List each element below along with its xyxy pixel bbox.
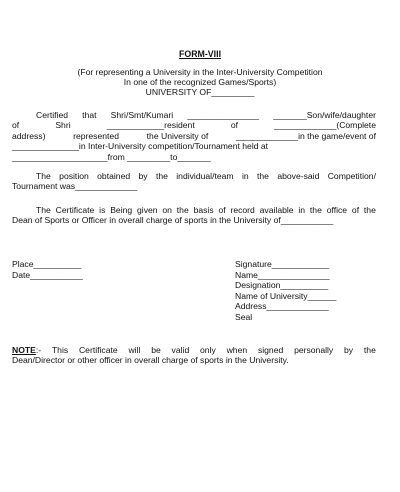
position-line-1	[12, 171, 376, 181]
cert-word: Shri	[55, 120, 71, 131]
position-word: position	[59, 171, 89, 181]
records-paragraph	[12, 205, 376, 226]
note-word: will	[128, 345, 141, 355]
records-word: on	[162, 205, 172, 215]
note-word: the	[363, 345, 376, 355]
position-word: by	[138, 171, 148, 181]
position-word: individual/team	[176, 171, 234, 181]
cert-word: _____________(Complete	[274, 120, 376, 131]
records-word: the	[176, 205, 189, 215]
place-date-block	[12, 259, 132, 280]
position-text: Tournament was_____________	[12, 181, 138, 192]
note-line-1	[12, 345, 376, 355]
university-name-field: Name of University______	[235, 290, 337, 301]
note-word: :-	[35, 345, 42, 355]
position-word: Competition/	[327, 171, 376, 181]
records-word: given	[137, 205, 158, 215]
records-text: Dean of Sports or Officer in overall charge of sports in the University of___________	[12, 215, 334, 226]
position-word: obtained	[97, 171, 131, 181]
note-word: by	[344, 345, 354, 355]
signature-field: Signature____________	[235, 259, 330, 269]
note-paragraph	[12, 345, 376, 366]
records-word: of	[351, 205, 360, 215]
records-word: the	[309, 205, 322, 215]
records-word: Being	[110, 205, 133, 215]
cert-word: _______________	[187, 110, 260, 120]
position-word: the	[155, 171, 168, 181]
records-word: The	[36, 205, 51, 215]
cert-text: ____________________from _________to_______	[12, 151, 211, 162]
note-line-2	[12, 355, 376, 365]
records-word: Certificate	[55, 205, 95, 215]
position-word: above-said	[277, 171, 320, 181]
cert-line-4	[12, 141, 376, 151]
cert-line-2	[12, 120, 376, 130]
form-title: FORM-VIII	[178, 49, 222, 59]
records-word: record	[230, 205, 255, 215]
signature-block	[235, 259, 385, 322]
note-word: valid	[171, 345, 190, 355]
date-field: Date___________	[12, 269, 83, 280]
subtitle-line-3: UNIVERSITY OF_________	[145, 87, 255, 98]
cert-word: address)	[12, 130, 46, 141]
position-word: the	[257, 171, 269, 181]
note-word: signed	[257, 345, 284, 355]
cert-word: _______Son/wife/daughter	[273, 110, 376, 120]
note-word: This	[51, 345, 69, 355]
cert-text: ______________in Inter-University competition/Tournament held at	[12, 141, 269, 152]
place-field: Place__________	[12, 259, 82, 269]
cert-line-1	[12, 110, 376, 120]
note-word: personally	[294, 345, 334, 355]
name-field: Name_______________	[235, 269, 330, 280]
cert-word: _____________in the game/event of	[235, 130, 376, 141]
position-line-2	[12, 181, 376, 191]
seal-field: Seal	[235, 311, 253, 322]
cert-word: represented	[73, 130, 119, 141]
cert-word: of	[12, 120, 20, 131]
position-word: in	[241, 171, 249, 181]
note-lead	[12, 345, 41, 355]
cert-word: of	[230, 120, 239, 131]
cert-word: Shri/Smt/Kumari	[110, 110, 174, 120]
designation-field: Designation__________	[235, 280, 329, 290]
records-word: basis	[193, 205, 214, 215]
subtitle-line-2: In one of the recognized Games/Sports)	[123, 77, 277, 88]
position-word: The	[36, 171, 51, 181]
note-label: NOTE	[12, 345, 36, 355]
form-subtitle	[0, 67, 400, 97]
records-word: office	[326, 205, 348, 215]
records-word: of	[218, 205, 226, 215]
address-field: Address_____________	[235, 301, 329, 311]
cert-word: that	[82, 110, 97, 120]
note-word: only	[200, 345, 216, 355]
records-word: available	[259, 205, 294, 215]
records-word: the	[363, 205, 376, 215]
note-word: be	[151, 345, 161, 355]
note-word: when	[226, 345, 248, 355]
certification-paragraph	[12, 110, 376, 162]
note-text: Dean/Director or other officer in overall charge of sports in the University.	[12, 355, 289, 366]
records-word: is	[99, 205, 106, 215]
records-line-2	[12, 215, 376, 225]
records-word: in	[298, 205, 306, 215]
cert-line-5	[12, 152, 376, 162]
subtitle-line-1: (For representing a University in the Inter-University Competition	[77, 67, 323, 77]
cert-line-3	[12, 131, 376, 141]
cert-word: Certified	[36, 110, 68, 120]
position-paragraph	[12, 171, 376, 192]
records-line-1	[12, 205, 376, 215]
note-word: Certificate	[78, 345, 118, 355]
cert-word: ____________resident	[106, 120, 195, 131]
cert-word: the University of	[146, 130, 209, 141]
